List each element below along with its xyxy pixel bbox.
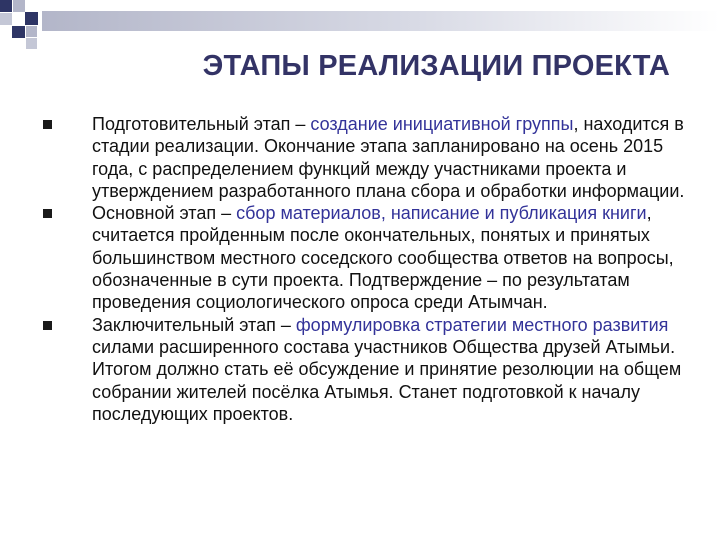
item-lead: Заключительный этап – <box>92 314 296 335</box>
square-bullet-icon <box>43 321 52 330</box>
deco-square-dark <box>0 0 12 12</box>
item-accent-text: создание инициативной группы <box>310 114 574 134</box>
list-item-text <box>92 314 692 425</box>
list-item <box>0 314 692 425</box>
bullet-list <box>0 113 720 425</box>
list-item-text <box>92 113 692 202</box>
list-item <box>0 113 692 202</box>
item-rest: силами расширенного состава участников Общества друзей Атымьи. Итогом должно стать её обсуждение и принятие резолюции на общем собрании жителей посёлка Атымья. Станет подготовкой к началу последующих проектов. <box>92 336 682 424</box>
deco-square-light <box>26 26 37 37</box>
deco-square-dark <box>12 26 25 38</box>
square-bullet-icon <box>43 120 52 129</box>
decorative-header-squares <box>0 0 720 50</box>
slide-title: ЭТАПЫ РЕАЛИЗАЦИИ ПРОЕКТА <box>202 50 670 82</box>
item-lead: Подготовительный этап – <box>92 114 311 134</box>
deco-square-light <box>26 38 37 49</box>
item-rest: , считается пройденным после окончательных, понятых и принятых большинством местного соседского сообщества ответов на вопросы, обозначенные в сути проекта. Подтверждение – по результатам проведения социологического опроса среди Атымчан. <box>92 203 674 313</box>
item-lead: Основной этап – <box>92 203 237 224</box>
item-rest: , находится в стадии реализации. Окончание этапа запланировано на осень 2015 года, с распределением функций между участниками проекта и утверждением разработанного плана сбора и обработки информации. <box>92 114 685 201</box>
square-bullet-icon <box>43 209 52 218</box>
item-accent-text: сбор материалов, написание и публикация книги <box>236 203 647 224</box>
item-accent-text: формулировка стратегии местного развития <box>295 314 669 335</box>
deco-square-light <box>0 13 12 25</box>
list-item <box>0 202 692 313</box>
list-item-text <box>92 202 692 313</box>
header-gradient-band <box>42 11 720 31</box>
deco-square-light <box>13 0 25 12</box>
deco-square-dark <box>25 12 38 25</box>
